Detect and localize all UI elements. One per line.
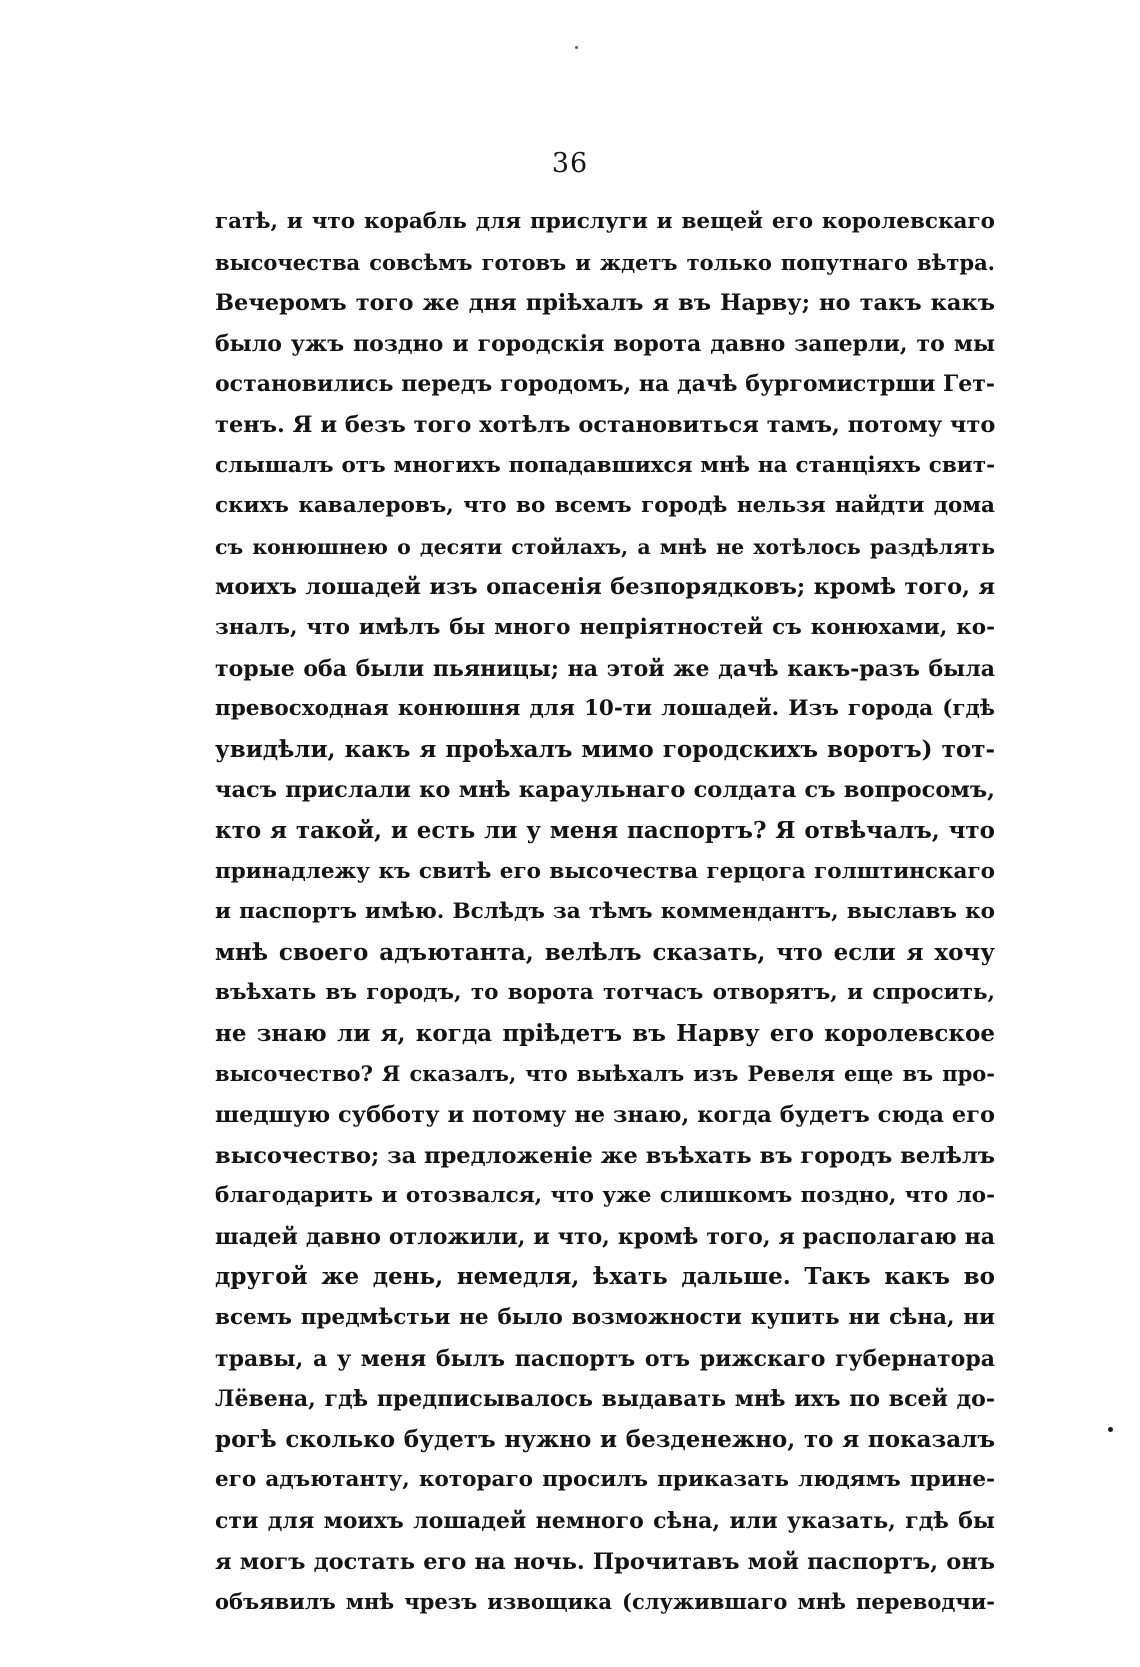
text-line: остановились передъ городомъ, на дачѣ бургомистрши Гет- xyxy=(215,371,995,398)
text-line: превосходная конюшня для 10-ти лошадей. Изъ города (гдѣ xyxy=(215,696,995,722)
text-line: торые оба были пьяницы; на этой же дачѣ какъ-разъ была xyxy=(215,655,995,682)
text-line: зналъ, что имѣлъ бы много непріятностей съ конюхами, ко- xyxy=(215,614,995,640)
text-line: часъ прислали ко мнѣ караульнаго солдата съ вопросомъ, xyxy=(215,777,995,804)
text-line: шедшую субботу и потому не знаю, когда будетъ сюда его xyxy=(215,1102,995,1129)
text-line: рогѣ сколько будетъ нужно и безденежно, то я показалъ xyxy=(215,1425,995,1453)
text-line: всемъ предмѣстьи не было возможности купить ни сѣна, ни xyxy=(215,1305,995,1331)
text-line: слышалъ отъ многихъ попадавшихся мнѣ на станціяхъ свит- xyxy=(215,452,995,478)
text-line: шадей давно отложили, и что, кромѣ того, я располагаю на xyxy=(215,1223,995,1250)
text-line: скихъ кавалеровъ, что во всемъ городѣ нельзя найдти дома xyxy=(215,493,995,519)
text-line: высочества совсѣмъ готовъ и ждетъ только попутнаго вѣтра. xyxy=(215,249,995,275)
text-line: принадлежу къ свитѣ его высочества герцога голштинскаго xyxy=(215,858,995,884)
text-line: травы, а у меня былъ паспортъ отъ рижскаго губернатора xyxy=(215,1345,995,1372)
ink-speck xyxy=(1108,1427,1113,1432)
page-number: 36 xyxy=(551,148,589,179)
text-line: объявилъ мнѣ чрезъ извощика (служившаго мнѣ переводчи- xyxy=(215,1589,995,1615)
text-line: и паспортъ имѣю. Вслѣдъ за тѣмъ коммендантъ, выславъ ко xyxy=(215,899,995,925)
text-line: тенъ. Я и безъ того хотѣлъ остановиться тамъ, потому что xyxy=(215,411,995,438)
text-line: моихъ лошадей изъ опасенія безпорядковъ; кромѣ того, я xyxy=(215,574,995,601)
text-line: я могъ достать его на ночь. Прочитавъ мой паспортъ, онъ xyxy=(215,1548,995,1575)
text-line: благодарить и отозвался, что уже слишкомъ поздно, что ло- xyxy=(215,1183,995,1209)
ink-speck xyxy=(575,46,578,49)
text-line: мнѣ своего адъютанта, велѣлъ сказать, что если я хочу xyxy=(215,938,995,966)
text-line: Лёвена, гдѣ предписывалось выдавать мнѣ ихъ по всей до- xyxy=(215,1386,995,1413)
text-line: высочество? Я сказалъ, что выѣхалъ изъ Ревеля еще въ про- xyxy=(215,1061,995,1087)
text-line: сти для моихъ лошадей немного сѣна, или указать, гдѣ бы xyxy=(215,1508,995,1534)
text-line: Вечеромъ того же дня пріѣхалъ я въ Нарву; но такъ какъ xyxy=(215,290,995,317)
text-line: увидѣли, какъ я проѣхалъ мимо городскихъ воротъ) тот- xyxy=(215,735,995,763)
text-line: съ конюшнею о десяти стойлахъ, а мнѣ не хотѣлось раздѣлять xyxy=(215,534,995,559)
text-line: въѣхать въ городъ, то ворота тотчасъ отворятъ, и спросить, xyxy=(215,980,995,1006)
text-line: другой же день, немедля, ѣхать дальше. Такъ какъ во xyxy=(215,1263,995,1291)
text-line: не знаю ли я, когда пріѣдетъ въ Нарву его королевское xyxy=(215,1019,995,1047)
text-line: кто я такой, и есть ли у меня паспортъ? Я отвѣчалъ, что xyxy=(215,816,995,844)
text-line: гатѣ, и что корабль для прислуги и вещей его королевскаго xyxy=(215,209,995,234)
text-line: было ужъ поздно и городскія ворота давно заперли, то мы xyxy=(215,330,995,357)
body-text xyxy=(215,202,995,1623)
text-line: его адъютанту, котораго просилъ приказать людямъ прине- xyxy=(215,1467,995,1493)
text-line: высочество; за предложеніе же въѣхать въ городъ велѣлъ xyxy=(215,1142,995,1169)
